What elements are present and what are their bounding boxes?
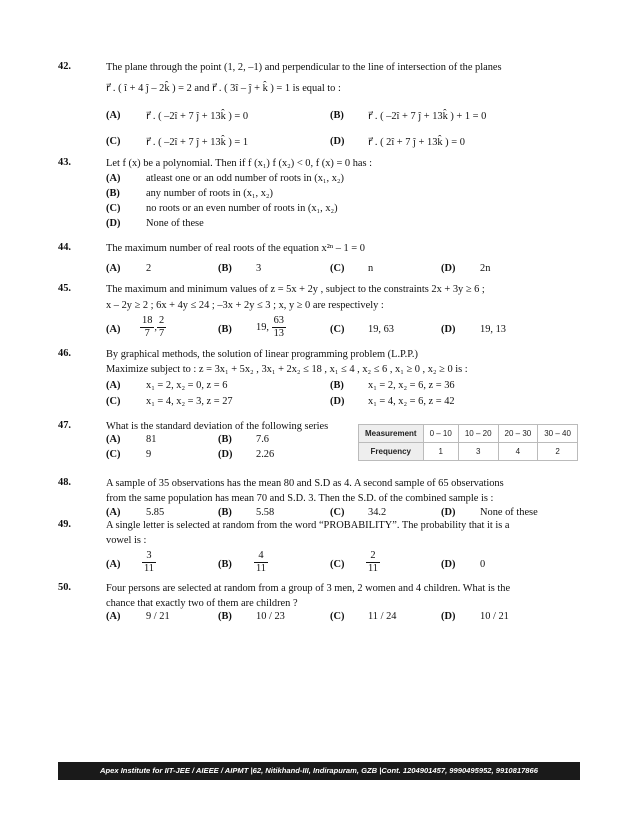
option-label: (A)	[106, 434, 121, 445]
option-label: (C)	[106, 136, 121, 147]
question-text-line: The maximum number of real roots of the equation x²ⁿ – 1 = 0	[106, 243, 365, 254]
option-label: (D)	[218, 449, 233, 460]
option-label: (A)	[106, 611, 121, 622]
fraction: $\frac{3}{11}$	[144, 550, 155, 574]
question-text-line: chance that exactly two of them are children ?	[106, 598, 298, 609]
option-label: (D)	[441, 559, 456, 570]
table-row	[359, 443, 578, 461]
option-label: (B)	[106, 188, 120, 199]
question-text-line: from the same population has mean 70 and S.D. 3. Then the S.D. of the combined sample is :	[106, 493, 494, 504]
question-number: 42.	[58, 61, 71, 72]
table-cell: 20 – 30	[498, 425, 538, 443]
option-text: x₁ = 2, x₂ = 6, z = 36	[368, 380, 455, 391]
question-number: 47.	[58, 420, 71, 431]
option-text: r⃗ . ( –2î + 7 ĵ + 13k̂ ) + 1 = 0	[368, 111, 487, 122]
option-label: (B)	[330, 380, 344, 391]
fraction: $\frac{2}{7}$	[159, 315, 165, 339]
option-value	[366, 550, 380, 575]
option-label: (D)	[330, 136, 345, 147]
table-cell: 0 – 10	[423, 425, 458, 443]
question-number: 43.	[58, 157, 71, 168]
option-label: (B)	[330, 110, 344, 121]
option-text: 10 / 23	[256, 611, 285, 622]
option-text: None of these	[480, 507, 538, 518]
fraction: $\frac{63}{13}$	[273, 315, 284, 339]
option-value: $\frac{18}{7}$ , $\frac{2}{7}$	[142, 315, 165, 339]
option-label: (B)	[218, 559, 232, 570]
option-text: x₁ = 4, x₂ = 6, z = 42	[368, 396, 455, 407]
question-text-line: By graphical methods, the solution of linear programming problem (L.P.P.)	[106, 349, 418, 360]
table-header-cell: Measurement	[359, 425, 424, 443]
option-text: r⃗ . ( –2î + 7 ĵ + 13k̂ ) = 1	[146, 137, 249, 148]
table-row	[359, 425, 578, 443]
question-text-line: r⃗ . ( î + 4 ĵ – 2k̂ ) = 2 and r⃗ . ( 3î – ĵ + k̂ ) = 1 is equal to :	[106, 83, 341, 94]
question-text-line: Maximize subject to : z = 3x₁ + 5x₂ , 3x₁ + 2x₂ ≤ 18 , x₁ ≤ 4 , x₂ ≤ 6 , x₁ ≥ 0 , x₂ ≥ 0 is :	[106, 364, 468, 375]
option-label: (A)	[106, 559, 121, 570]
table-cell: 2	[538, 443, 578, 461]
option-value: 19, $\frac{63}{13}$	[256, 315, 284, 339]
fraction: $\frac{4}{11}$	[256, 550, 267, 574]
option-label: (B)	[218, 611, 232, 622]
table-header-cell: Frequency	[359, 443, 424, 461]
option-text: 7.6	[256, 434, 269, 445]
option-label: (C)	[330, 611, 345, 622]
option-label: (B)	[218, 263, 232, 274]
table-cell: 30 – 40	[538, 425, 578, 443]
option-label: (C)	[330, 324, 345, 335]
option-label: (C)	[106, 396, 121, 407]
question-text-line: Let f (x) be a polynomial. Then if f (x₁) f (x₂) < 0, f (x) = 0 has :	[106, 158, 373, 169]
option-label: (A)	[106, 380, 121, 391]
option-label: (A)	[106, 263, 121, 274]
question-number: 45.	[58, 283, 71, 294]
option-value	[142, 550, 156, 575]
option-label: (B)	[218, 324, 232, 335]
frequency-table	[358, 424, 578, 461]
question-number: 44.	[58, 242, 71, 253]
option-label: (A)	[106, 173, 121, 184]
option-label: (D)	[441, 611, 456, 622]
option-label: (A)	[106, 507, 121, 518]
option-text: any number of roots in (x₁, x₂)	[146, 188, 274, 199]
option-text: 19, 13	[480, 324, 506, 335]
option-text: n	[368, 263, 374, 274]
option-text: r⃗ . ( 2î + 7 ĵ + 13k̂ ) = 0	[368, 137, 465, 148]
question-number: 50.	[58, 582, 71, 593]
question-number: 49.	[58, 519, 71, 530]
question-text-line: vowel is :	[106, 535, 147, 546]
option-label: (A)	[106, 110, 121, 121]
question-text-line: The maximum and minimum values of z = 5x + 2y , subject to the constraints 2x + 3y ≥ 6 ;	[106, 284, 485, 295]
option-label: (C)	[330, 559, 345, 570]
option-text: 81	[146, 434, 157, 445]
option-text: x₁ = 4, x₂ = 3, z = 27	[146, 396, 233, 407]
option-label: (A)	[106, 324, 121, 335]
option-label: (D)	[441, 507, 456, 518]
option-value	[254, 550, 268, 575]
fraction: $\frac{2}{11}$	[368, 550, 379, 574]
option-text: 11 / 24	[368, 611, 397, 622]
question-number: 48.	[58, 477, 71, 488]
option-text: 0	[480, 559, 486, 570]
institute-footer: Apex Institute for IIT-JEE / AIEEE / AIPMT |62, Nitikhand-III, Indirapuram, GZB |Cont. 1204901457, 9990495952, 9910817866	[58, 762, 580, 780]
option-text: r⃗ . ( –2î + 7 ĵ + 13k̂ ) = 0	[146, 111, 249, 122]
option-text: 5.58	[256, 507, 275, 518]
option-label: (C)	[106, 449, 121, 460]
option-text: 9	[146, 449, 152, 460]
question-text-line: A single letter is selected at random from the word “PROBABILITY”. The probability that it is a	[106, 520, 510, 531]
option-label: (C)	[106, 203, 121, 214]
question-text-line: A sample of 35 observations has the mean 80 and S.D as 4. A second sample of 65 observations	[106, 478, 504, 489]
question-text-line: What is the standard deviation of the following series	[106, 421, 329, 432]
fraction: $\frac{18}{7}$	[142, 315, 153, 339]
option-label: (C)	[330, 263, 345, 274]
table-cell: 10 – 20	[458, 425, 498, 443]
option-label: (B)	[218, 507, 232, 518]
table-cell: 1	[423, 443, 458, 461]
option-text: atleast one or an odd number of roots in (x₁, x₂)	[146, 173, 344, 184]
table-cell: 4	[498, 443, 538, 461]
option-text: x₁ = 2, x₂ = 0, z = 6	[146, 380, 228, 391]
option-text: 10 / 21	[480, 611, 509, 622]
option-label: (D)	[330, 396, 345, 407]
option-text: 5.85	[146, 507, 165, 518]
option-text: no roots or an even number of roots in (x₁, x₂)	[146, 203, 338, 214]
question-text-line: x – 2y ≥ 2 ; 6x + 4y ≤ 24 ; –3x + 2y ≤ 3 ; x, y ≥ 0 are respectively :	[106, 300, 384, 311]
question-text-line: The plane through the point (1, 2, –1) and perpendicular to the line of intersection of the planes	[106, 62, 502, 73]
question-text-line: Four persons are selected at random from a group of 3 men, 2 women and 4 children. What is the	[106, 583, 511, 594]
option-text: 19, 63	[368, 324, 394, 335]
option-label: (C)	[330, 507, 345, 518]
option-label: (B)	[218, 434, 232, 445]
option-text: 9 / 21	[146, 611, 170, 622]
option-label: (D)	[441, 324, 456, 335]
option-text: 2.26	[256, 449, 275, 460]
option-text: 2	[146, 263, 152, 274]
table-cell: 3	[458, 443, 498, 461]
option-label: (D)	[441, 263, 456, 274]
option-text: 34.2	[368, 507, 387, 518]
option-text: 3	[256, 263, 262, 274]
option-text: None of these	[146, 218, 204, 229]
option-text: 2n	[480, 263, 491, 274]
option-label: (D)	[106, 218, 121, 229]
question-number: 46.	[58, 348, 71, 359]
